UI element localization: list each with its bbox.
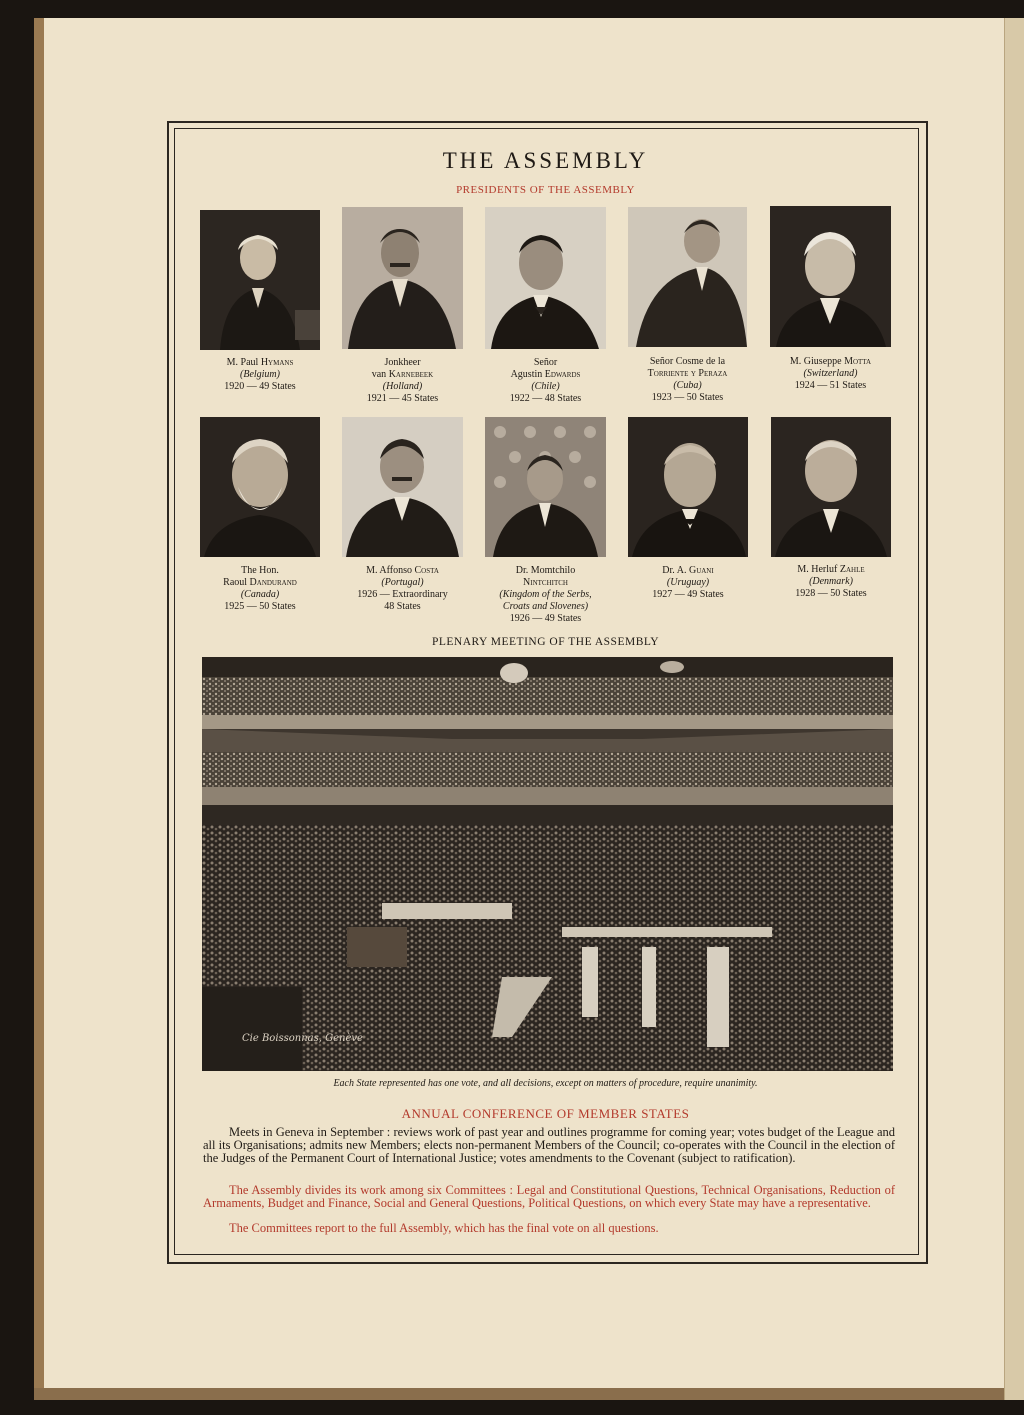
caption-country: (Portugal) (381, 577, 424, 588)
portrait-motta (770, 206, 891, 347)
conference-heading: ANNUAL CONFERENCE OF MEMBER STATES (401, 1106, 690, 1121)
caption-country: (Belgium) (240, 369, 280, 380)
portrait-zahle (771, 417, 891, 557)
caption-line1: M. Paul (226, 357, 259, 368)
caption-line2: van (371, 369, 387, 380)
committees-report (203, 1222, 895, 1235)
portrait-hymans (200, 210, 320, 350)
caption-hymans (195, 357, 325, 393)
committees-paragraph (203, 1184, 895, 1210)
caption-line1: Dr. Momtchilo (515, 565, 576, 576)
caption-term: 1923 — 50 States (651, 392, 724, 403)
caption-term: 1925 — 50 States (224, 601, 296, 612)
caption-edwards (480, 357, 611, 405)
page-title: THE ASSEMBLY (442, 148, 649, 173)
caption-torriente (620, 356, 755, 404)
portrait-guani (628, 417, 748, 557)
paper-bottom-edge (34, 1388, 1014, 1400)
presidents-heading: PRESIDENTS OF THE ASSEMBLY (456, 184, 635, 196)
caption-line2: Raoul (223, 577, 248, 588)
caption-line2: Agustin (510, 369, 543, 380)
caption-motta (765, 356, 896, 392)
caption-surname: Hymans (260, 357, 294, 368)
caption-term: 1927 — 49 States (652, 589, 724, 600)
portrait-torriente (628, 207, 747, 347)
caption-surname: Motta (844, 356, 872, 367)
caption-country: (Cuba) (673, 380, 702, 391)
portrait-edwards (485, 207, 606, 349)
caption-surname: Nintchitch (523, 577, 568, 588)
caption-karnebeek (337, 357, 468, 405)
caption-term: 1924 — 51 States (794, 380, 867, 391)
paper-left-edge (34, 18, 44, 1400)
caption-line1: M. Giuseppe (789, 356, 842, 367)
caption-term: 1926 — 49 States (509, 613, 582, 624)
caption-line1: The Hon. (241, 565, 279, 576)
caption-line1: M. Affonso (366, 565, 413, 576)
caption-country: (Denmark) (809, 576, 853, 587)
committees-text: The Assembly divides its work among six Committees : Legal and Constitutional Questions, Technical Organisations, Reduction of Armaments, Budget and Finance, Social and General Questions, Political Questions, on which every State may have a representative. (203, 1183, 895, 1210)
caption-costa (335, 565, 470, 613)
caption-line1: M. Herluf (797, 564, 838, 575)
caption-surname: Edwards (544, 369, 581, 380)
portrait-costa (342, 417, 463, 557)
caption-surname: Costa (414, 565, 439, 576)
caption-line1: Señor (533, 357, 558, 368)
caption-nintchitch (475, 565, 616, 625)
caption-country: (Switzerland) (803, 368, 858, 379)
caption-surname: Dandurand (249, 577, 297, 588)
caption-line1: Señor Cosme de la (649, 356, 726, 367)
conference-text: Meets in Geneva in September : reviews work of past year and outlines programme for coming year; votes budget of the League and all its Organisations; admits new Members; elects non-permanent Members of the Council; co-operates with the Council in the election of the Judges of the Permanent Court of International Justice; votes amendments to the Covenant (subject to ratification). (203, 1125, 895, 1165)
caption-term: 1921 — 45 States (366, 393, 439, 404)
caption-surname: Torriente y Peraza (647, 368, 728, 379)
caption-surname: Karnebeek (388, 369, 434, 380)
caption-zahle (766, 564, 896, 600)
caption-country: (Uruguay) (666, 577, 710, 588)
portrait-karnebeek (342, 207, 463, 349)
photo-caption: Each State represented has one vote, and all decisions, except on matters of procedure, require unanimity. (333, 1078, 758, 1089)
caption-line1: Jonkheer (384, 357, 421, 368)
portrait-dandurand (200, 417, 320, 557)
caption-country: (Chile) (531, 381, 560, 392)
caption-term: 1920 — 49 States (224, 381, 296, 392)
caption-country2: Croats and Slovenes) (502, 601, 589, 612)
portrait-nintchitch (485, 417, 606, 557)
committees-report-text: The Committees report to the full Assembly, which has the final vote on all questions. (229, 1221, 659, 1235)
adjacent-page-edge (1004, 18, 1024, 1400)
caption-dandurand (195, 565, 325, 613)
caption-term: 1922 — 48 States (509, 393, 582, 404)
photo-signature: Cie Boissonnas, Genève (242, 1033, 363, 1044)
caption-line1: Dr. A. (662, 565, 687, 576)
caption-term2: 48 States (384, 601, 421, 612)
caption-country: (Holland) (382, 381, 423, 392)
caption-country: (Canada) (240, 589, 280, 600)
plenary-meeting-photo (202, 657, 893, 1071)
plenary-heading: PLENARY MEETING OF THE ASSEMBLY (431, 636, 660, 648)
caption-surname: Zahle (839, 564, 865, 575)
caption-guani (623, 565, 753, 601)
caption-term: 1928 — 50 States (795, 588, 867, 599)
conference-paragraph (203, 1126, 895, 1165)
caption-term: 1926 — Extraordinary (357, 589, 448, 600)
caption-surname: Guani (688, 565, 714, 576)
caption-country: (Kingdom of the Serbs, (499, 589, 592, 600)
